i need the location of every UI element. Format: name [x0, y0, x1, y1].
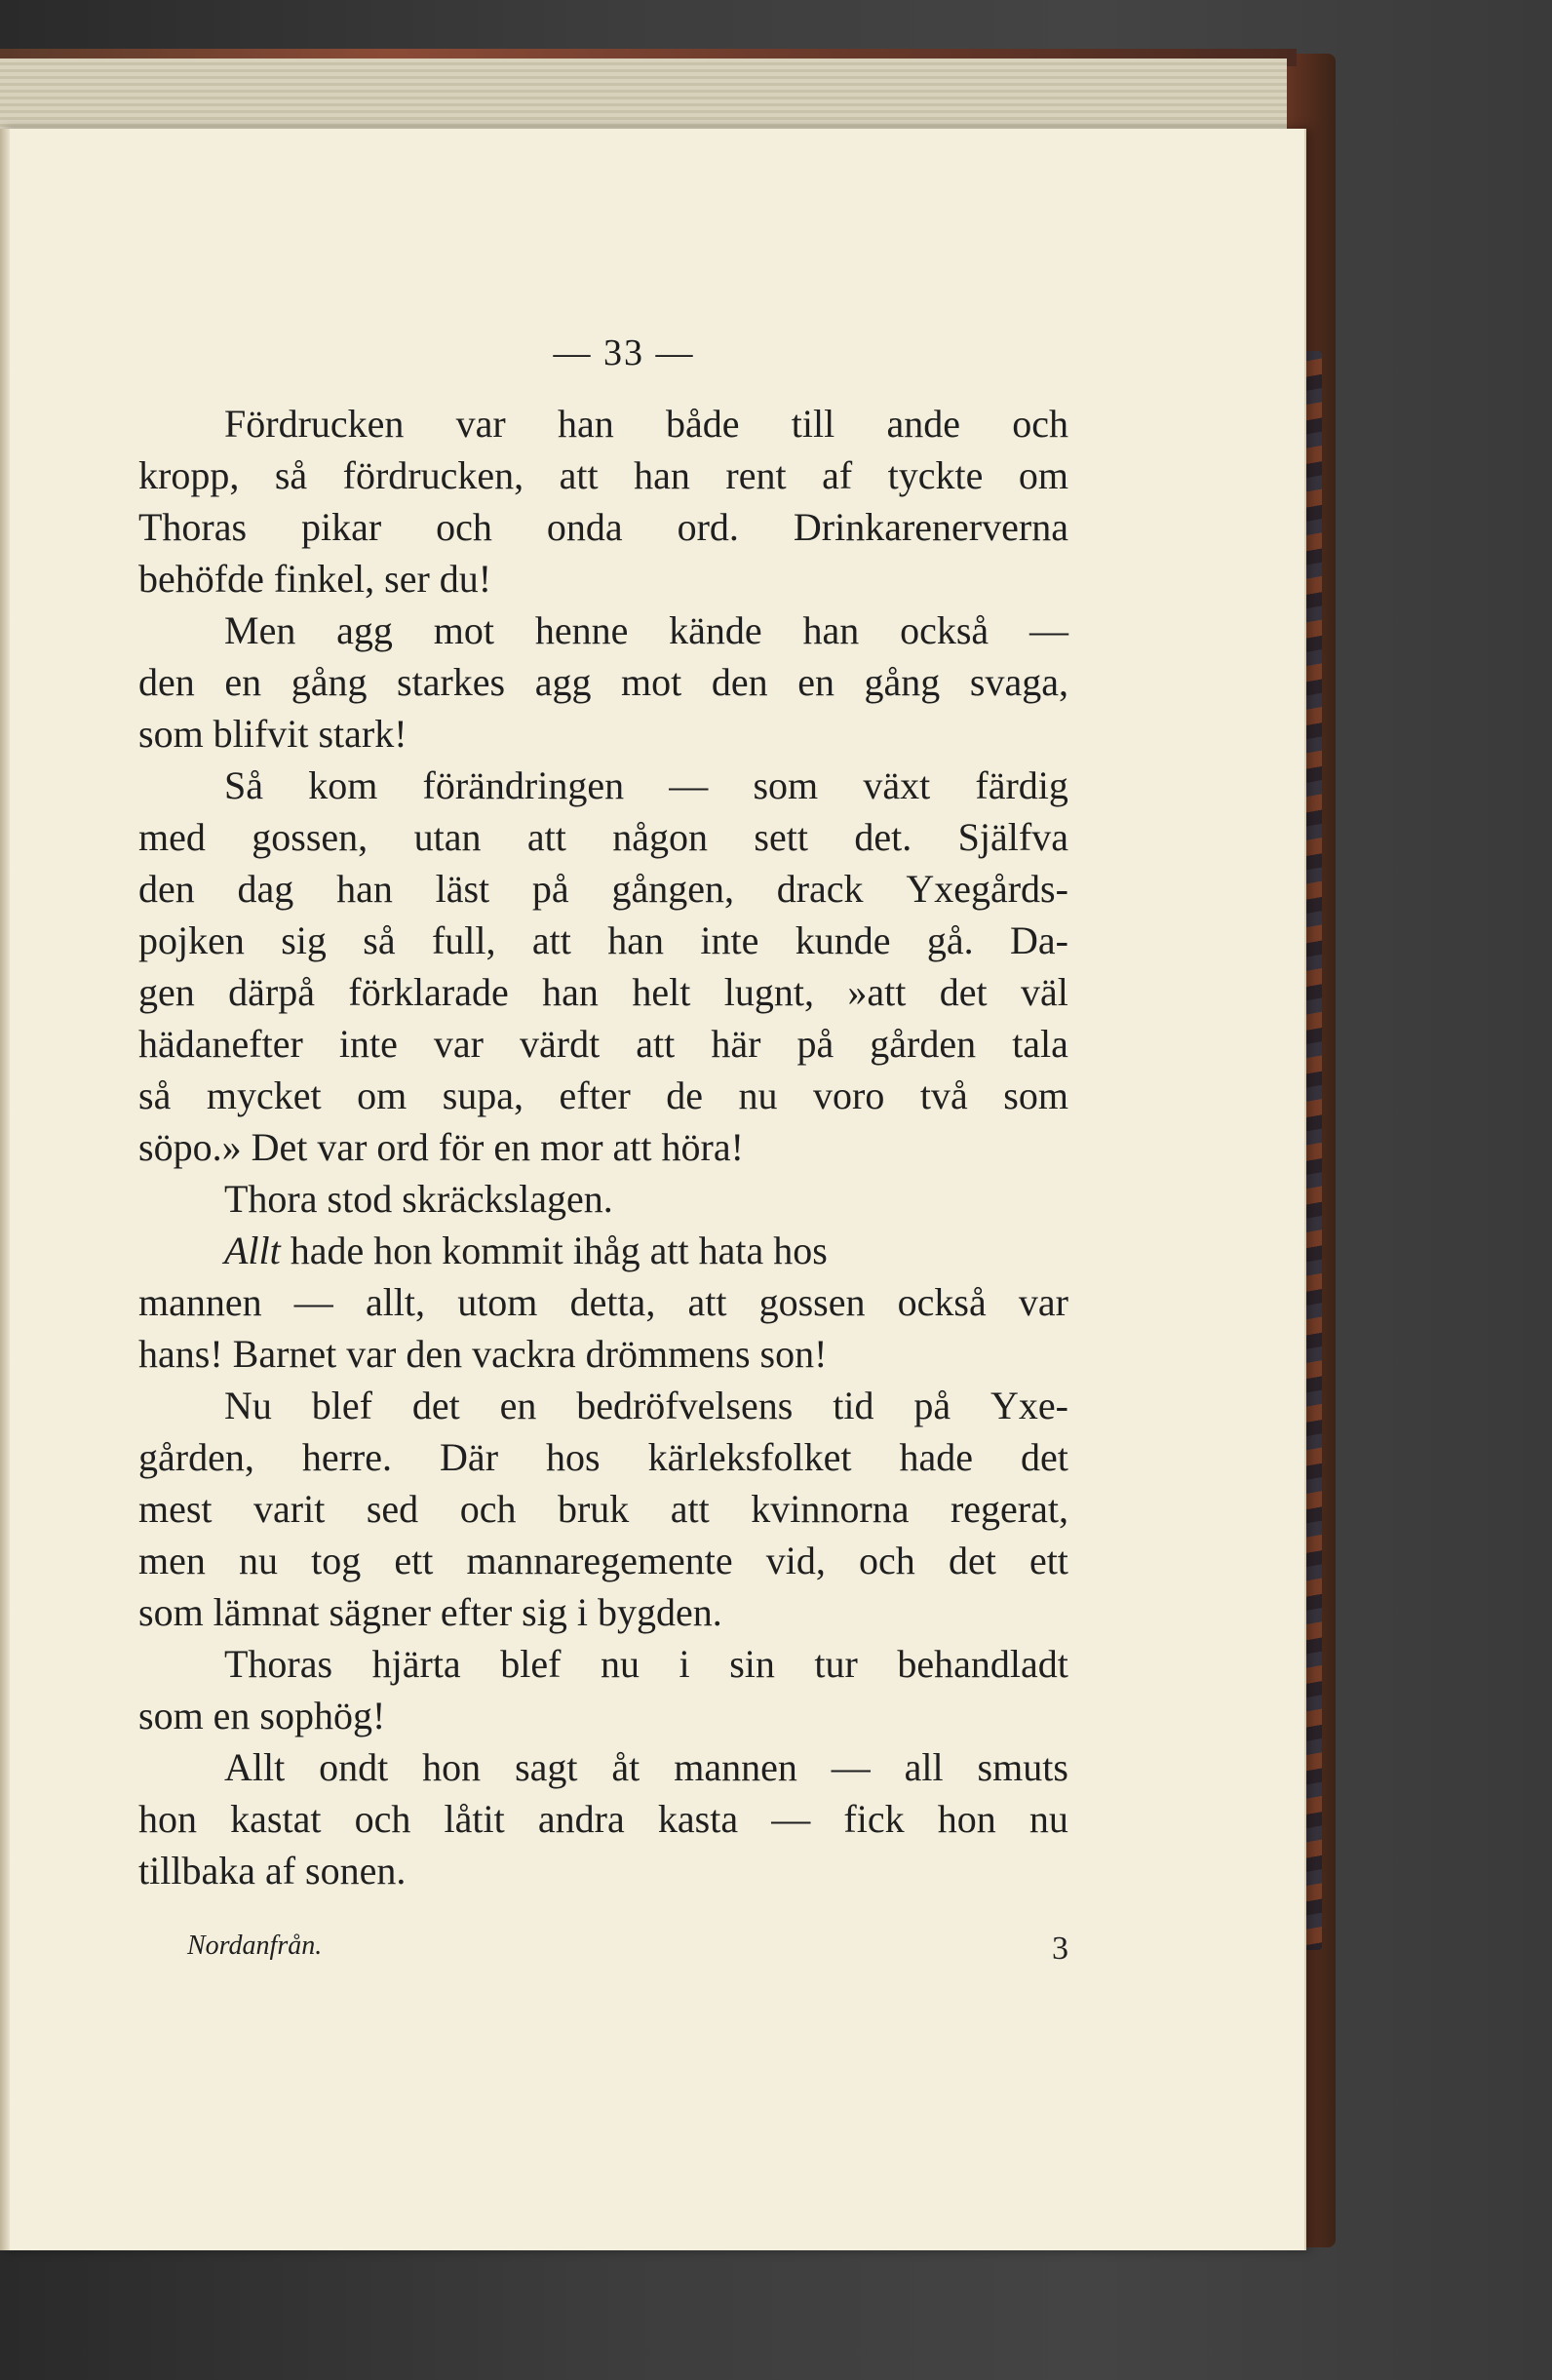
word: inte	[338, 1022, 398, 1066]
word: läst	[435, 867, 490, 911]
page-gutter-edge	[0, 129, 10, 2250]
text-line	[138, 501, 1068, 553]
word: Yxegårds-	[906, 867, 1068, 911]
word: att	[531, 918, 571, 962]
page-number: — 33 —	[553, 332, 695, 373]
word: men	[138, 1539, 206, 1582]
word: det	[1021, 1435, 1068, 1479]
word: Thoras	[224, 1642, 333, 1686]
word: som	[753, 763, 819, 807]
word: drack	[776, 867, 864, 911]
word: den	[711, 660, 768, 704]
word: mot	[433, 608, 494, 652]
text-line: som blifvit stark!	[138, 712, 407, 756]
word: var	[455, 402, 506, 446]
word: sagt	[515, 1745, 578, 1789]
word: gå.	[926, 918, 974, 962]
word: sett	[754, 815, 808, 859]
word: han	[336, 867, 393, 911]
word: smuts	[977, 1745, 1068, 1789]
text-line	[138, 1380, 1068, 1431]
word: så	[363, 918, 396, 962]
word: sin	[729, 1642, 775, 1686]
word: låtit	[444, 1797, 505, 1841]
word: Så	[224, 763, 263, 807]
word: bedröfvelsens	[576, 1384, 794, 1427]
word: den	[138, 660, 195, 704]
word: af	[822, 453, 853, 497]
word: pikar	[301, 505, 382, 549]
word: åt	[611, 1745, 640, 1789]
word: nu	[1028, 1797, 1068, 1841]
word: starkes	[397, 660, 506, 704]
word: herre.	[301, 1435, 393, 1479]
text-line: som lämnat sägner efter sig i bygden.	[138, 1590, 722, 1634]
italic-emphasis: Allt	[224, 1229, 281, 1272]
word: gång	[291, 660, 368, 704]
text-line: behöfde finkel, ser du!	[138, 557, 492, 601]
word: han	[542, 970, 599, 1014]
word: pojken	[138, 918, 245, 962]
word: därpå	[228, 970, 315, 1014]
word: onda	[546, 505, 623, 549]
word: agg	[534, 660, 592, 704]
word: agg	[336, 608, 393, 652]
word: hon	[138, 1797, 197, 1841]
word: till	[791, 402, 835, 446]
word: tur	[814, 1642, 858, 1686]
word: i	[679, 1642, 690, 1686]
word: sig	[281, 918, 327, 962]
word: —	[293, 1280, 333, 1324]
word: ande	[886, 402, 960, 446]
word: att	[559, 453, 599, 497]
signature-mark: Nordanfrån.	[187, 1931, 323, 1961]
word: helt	[632, 970, 691, 1014]
text-line: Allt hade hon kommit ihåg att hata hos	[224, 1229, 828, 1272]
word: gång	[864, 660, 941, 704]
word: han	[557, 402, 614, 446]
word: —	[831, 1745, 871, 1789]
word: mannen	[138, 1280, 262, 1324]
word: gången,	[611, 867, 734, 911]
word: tala	[1012, 1022, 1068, 1066]
word: var	[433, 1022, 484, 1066]
text-line: som en sophög!	[138, 1694, 386, 1737]
word: hon	[422, 1745, 482, 1789]
word: mannaregemente	[466, 1539, 733, 1582]
word: kvinnorna	[751, 1487, 910, 1531]
word: om	[357, 1073, 407, 1117]
word: kom	[308, 763, 378, 807]
word: ondt	[319, 1745, 389, 1789]
word: detta,	[569, 1280, 656, 1324]
word: Drinkarenerverna	[793, 505, 1068, 549]
word: mannen	[674, 1745, 797, 1789]
word: supa,	[442, 1073, 524, 1117]
word: mest	[138, 1487, 213, 1531]
word: Thoras	[138, 505, 248, 549]
word: —	[1029, 608, 1068, 652]
text-line	[138, 656, 1068, 708]
word: voro	[813, 1073, 885, 1117]
word: väl	[1021, 970, 1068, 1014]
word: det	[939, 970, 988, 1014]
word: full,	[431, 918, 496, 962]
word: Men	[224, 608, 296, 652]
word: allt,	[365, 1280, 426, 1324]
word: han	[607, 918, 664, 962]
word: Fördrucken	[224, 402, 405, 446]
word: regerat,	[950, 1487, 1068, 1531]
word: också	[897, 1280, 987, 1324]
word: den	[138, 867, 195, 911]
word: inte	[700, 918, 759, 962]
word: mycket	[206, 1073, 322, 1117]
text-line	[138, 1276, 1068, 1328]
word: han	[634, 453, 690, 497]
word: dag	[237, 867, 294, 911]
word: Da-	[1009, 918, 1068, 962]
word: fick	[843, 1797, 905, 1841]
word: kärleksfolket	[647, 1435, 852, 1479]
text-line	[138, 398, 1068, 449]
word: sed	[366, 1487, 419, 1531]
word: Där	[440, 1435, 499, 1479]
word: Nu	[224, 1384, 272, 1427]
word: tid	[833, 1384, 874, 1427]
word: —	[771, 1797, 811, 1841]
text-line: hans! Barnet var den vackra drömmens son!	[138, 1332, 828, 1376]
text-line	[138, 1741, 1068, 1793]
word: och	[459, 1487, 517, 1531]
word: en	[224, 660, 262, 704]
word: andra	[537, 1797, 625, 1841]
word: det	[411, 1384, 460, 1427]
word: fördrucken,	[342, 453, 524, 497]
word: att	[687, 1280, 727, 1324]
word: både	[666, 402, 740, 446]
text-line	[138, 915, 1068, 966]
word: också	[900, 608, 989, 652]
word: hon	[937, 1797, 996, 1841]
word: förändringen	[422, 763, 625, 807]
word: så	[274, 453, 308, 497]
text-line: söpo.» Det var ord för en mor att höra!	[138, 1125, 744, 1169]
word: efter	[559, 1073, 631, 1117]
word: färdig	[975, 763, 1068, 807]
text-line	[138, 1638, 1068, 1690]
word: tog	[311, 1539, 362, 1582]
word: kropp,	[138, 453, 240, 497]
word: här	[711, 1022, 761, 1066]
word: att	[670, 1487, 710, 1531]
text-line	[138, 1535, 1068, 1586]
word: han	[802, 608, 860, 652]
page-stack-edge	[0, 59, 1287, 137]
text-line	[138, 1483, 1068, 1535]
word: tyckte	[887, 453, 984, 497]
word: bruk	[557, 1487, 630, 1531]
word: det	[948, 1539, 996, 1582]
text-line	[138, 1793, 1068, 1845]
word: och	[436, 505, 492, 549]
word: gossen	[758, 1280, 866, 1324]
word: på	[796, 1022, 834, 1066]
word: två	[919, 1073, 968, 1117]
word: en	[797, 660, 834, 704]
word: kunde	[795, 918, 891, 962]
word: varit	[253, 1487, 326, 1531]
word: blef	[500, 1642, 562, 1686]
word: på	[531, 867, 569, 911]
word: hade	[899, 1435, 974, 1479]
text-line: tillbaka af sonen.	[138, 1849, 407, 1892]
word: —	[669, 763, 709, 807]
word: hädanefter	[138, 1022, 303, 1066]
text-line	[138, 1431, 1068, 1483]
word: hos	[546, 1435, 601, 1479]
word: värdt	[520, 1022, 601, 1066]
word: svaga,	[969, 660, 1068, 704]
page-footer	[138, 1931, 1068, 1979]
word: ett	[394, 1539, 434, 1582]
word: all	[904, 1745, 944, 1789]
signature-number: 3	[1052, 1931, 1068, 1967]
word: nu	[738, 1073, 778, 1117]
word: nu	[239, 1539, 278, 1582]
word: hjärta	[371, 1642, 461, 1686]
word: ord.	[677, 505, 739, 549]
word: på	[913, 1384, 951, 1427]
word: henne	[534, 608, 629, 652]
word: vid,	[765, 1539, 826, 1582]
word: med	[138, 815, 206, 859]
word: Yxe-	[990, 1384, 1068, 1427]
word: utom	[457, 1280, 538, 1324]
word: gen	[138, 970, 195, 1014]
word: att	[526, 815, 566, 859]
word: förklarade	[348, 970, 509, 1014]
word: var	[1018, 1280, 1068, 1324]
word: som	[1003, 1073, 1068, 1117]
word: gården	[870, 1022, 977, 1066]
word: lugnt,	[723, 970, 814, 1014]
text-line	[138, 449, 1068, 501]
word: och	[859, 1539, 915, 1582]
word: växt	[863, 763, 931, 807]
word: så	[138, 1073, 172, 1117]
word: och	[354, 1797, 411, 1841]
word: det.	[854, 815, 912, 859]
body-text	[138, 398, 1068, 1896]
text-line	[138, 1018, 1068, 1070]
word: kände	[669, 608, 762, 652]
word: Själfva	[957, 815, 1068, 859]
text-line	[138, 760, 1068, 811]
word: kastat	[230, 1797, 322, 1841]
word: gården,	[138, 1435, 254, 1479]
word: de	[666, 1073, 704, 1117]
text-line	[138, 863, 1068, 915]
text-line	[138, 605, 1068, 656]
word: mot	[621, 660, 682, 704]
word: ett	[1028, 1539, 1068, 1582]
word: »att	[847, 970, 907, 1014]
word: om	[1018, 453, 1068, 497]
word: någon	[612, 815, 709, 859]
word: utan	[413, 815, 482, 859]
text-line	[138, 1070, 1068, 1121]
text-line: Thora stod skräckslagen.	[224, 1177, 613, 1221]
word: behandladt	[897, 1642, 1068, 1686]
text-line	[138, 966, 1068, 1018]
word: att	[636, 1022, 676, 1066]
word: gossen,	[252, 815, 369, 859]
word: Allt	[224, 1745, 286, 1789]
word: blef	[311, 1384, 372, 1427]
word: rent	[725, 453, 787, 497]
word: en	[499, 1384, 537, 1427]
text-line	[138, 811, 1068, 863]
word: och	[1012, 402, 1068, 446]
word: nu	[600, 1642, 640, 1686]
word: kasta	[657, 1797, 739, 1841]
